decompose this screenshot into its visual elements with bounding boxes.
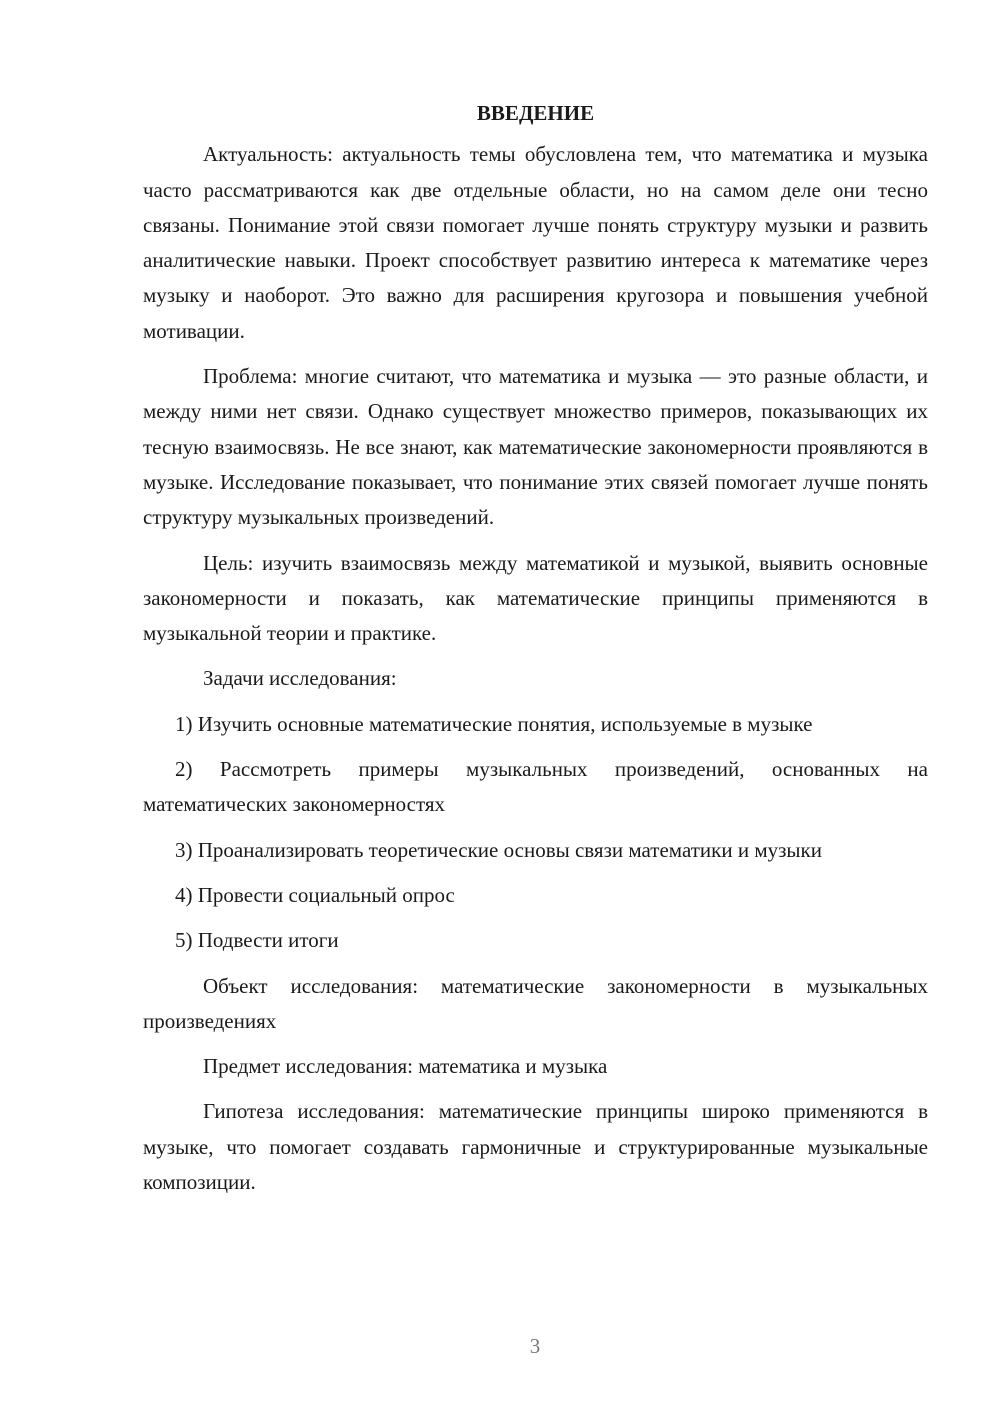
paragraph-subject: Предмет исследования: математика и музыка [203,1054,608,1079]
paragraph-goal: Цель: изучить взаимосвязь между математикой и музыкой, выявить основные закономерности и показать, как математические принципы применяются в музыкальной теории и практике. [143,550,928,646]
task-item: 4) Провести социальный опрос [175,882,455,907]
paragraph-hypothesis: Гипотеза исследования: математические принципы широко применяются в музыке, что помогает создавать гармоничные и структурированные музыкальные композиции. [143,1099,928,1195]
task-item: 2) Рассмотреть примеры музыкальных произведений, основанных на математических закономерностях [143,757,928,817]
page-number: 3 [529,1334,541,1358]
task-item: 1) Изучить основные математические понятия, используемые в музыке [175,711,813,736]
task-item: 3) Проанализировать теоретические основы связи математики и музыки [175,837,822,862]
paragraph-problem: Проблема: многие считают, что математика и музыка — это разные области, и между ними нет связи. Однако существует множество примеров, показывающих их тесную взаимосвязь. Не все знают, как математические закономерности проявляются в музыке. Исследование показывает, что понимание этих связей помогает лучше понять структуру музыкальных произведений. [143,364,928,530]
paragraph-object: Объект исследования: математические закономерности в музыкальных произведениях [143,973,928,1033]
task-item: 5) Подвести итоги [175,928,339,953]
paragraph-relevance: Актуальность: актуальность темы обусловлена тем, что математика и музыка часто рассматриваются как две отдельные области, но на самом деле они тесно связаны. Понимание этой связи помогает лучше понять структуру музыки и развить аналитические навыки. Проект способствует развитию интереса к математике через музыку и наоборот. Это важно для расширения кругозора и повышения учебной мотивации. [143,142,928,343]
section-title: ВВЕДЕНИЕ [476,101,595,125]
document-page [143,96,928,1210]
tasks-heading: Задачи исследования: [203,666,397,691]
